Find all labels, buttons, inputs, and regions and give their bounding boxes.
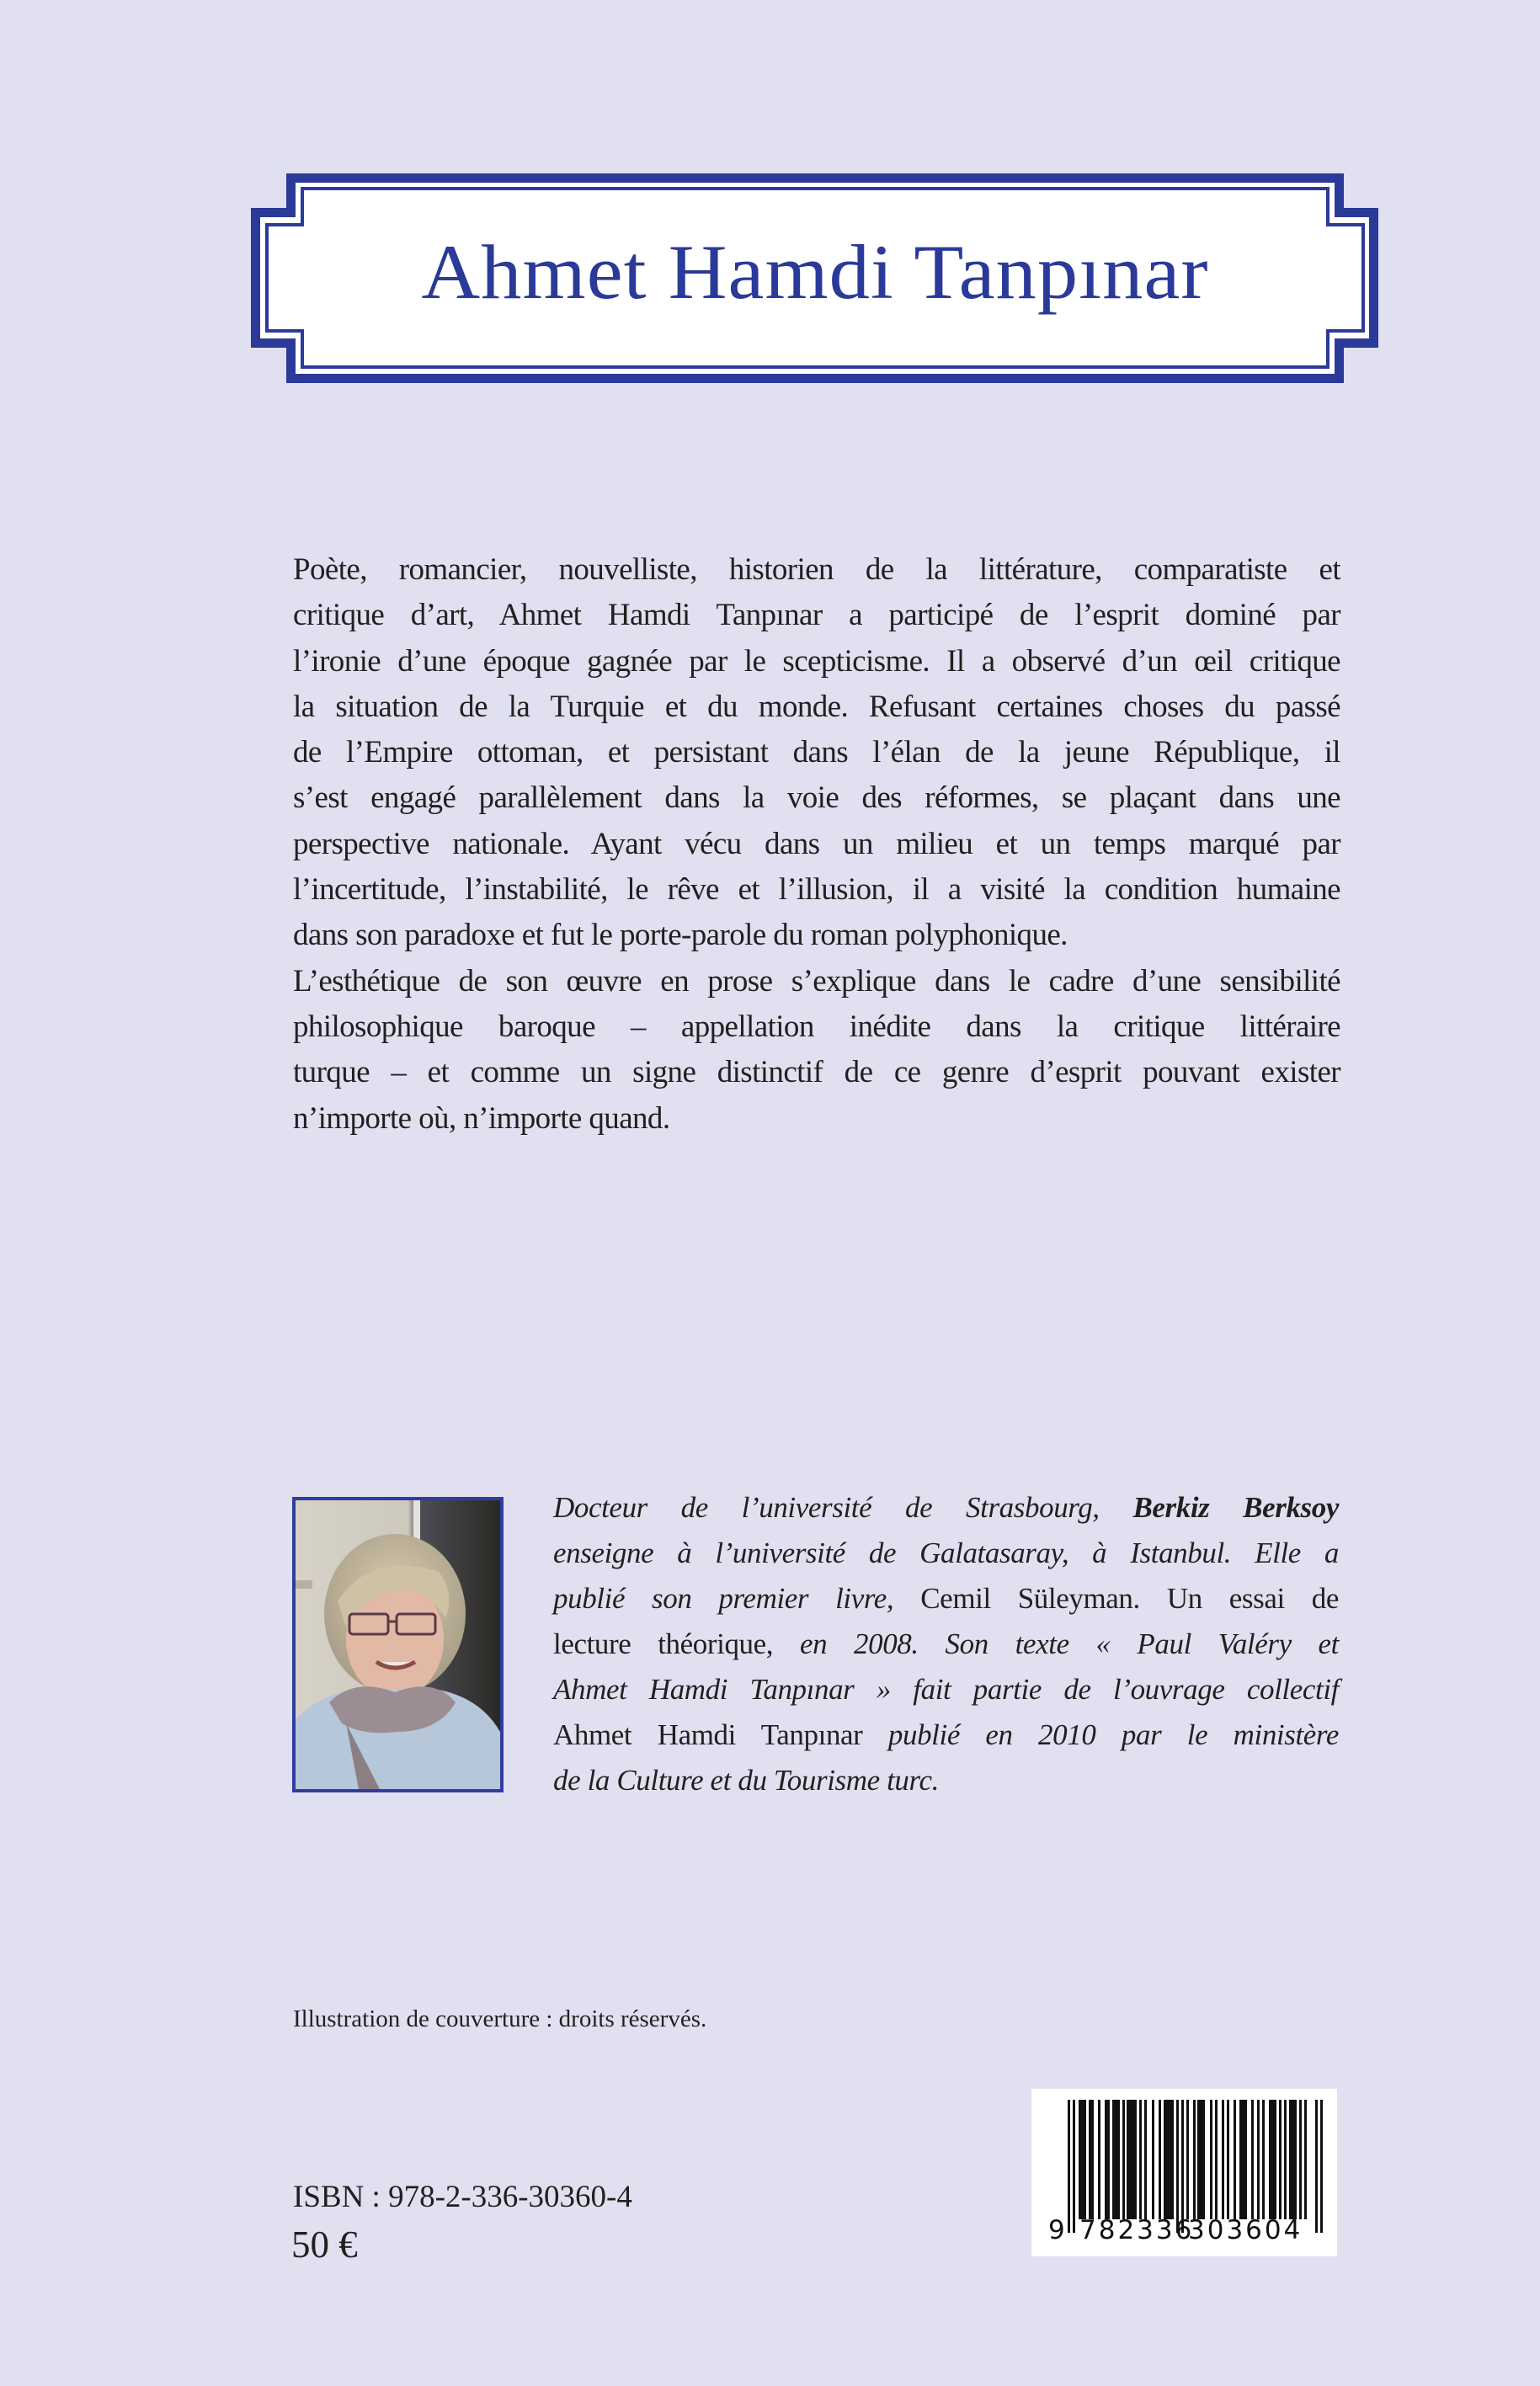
- barcode-digit-first: 9: [1048, 2215, 1065, 2245]
- summary-line: critique d’art, Ahmet Hamdi Tanpınar a participé de l’esprit dominé par: [293, 598, 1340, 633]
- isbn-number: ISBN : 978-2-336-30360-4: [293, 2180, 632, 2214]
- bio-line: publié son premier livre, Cemil Süleyman. Un essai de: [553, 1582, 1339, 1615]
- author-name: Berkiz Berksoy: [1132, 1491, 1340, 1524]
- bio-line: de la Culture et du Tourisme turc.: [553, 1764, 939, 1797]
- summary-line: philosophique baroque – appellation inédite dans la critique littéraire: [293, 1009, 1340, 1044]
- author-bio: [553, 1485, 1339, 1803]
- barcode-digits-left: 782336: [1079, 2215, 1195, 2245]
- summary-line: de l’Empire ottoman, et persistant dans l’élan de la jeune République, il: [293, 735, 1340, 770]
- barcode: [1031, 2089, 1337, 2256]
- bio-line: Ahmet Hamdi Tanpınar » fait partie de l’ouvrage collectif: [553, 1673, 1339, 1706]
- book-title: Ahmet Hamdi Tanpınar: [421, 229, 1209, 315]
- author-portrait-illustration: [296, 1500, 500, 1789]
- summary-line: l’incertitude, l’instabilité, le rêve et l’illusion, il a visité la condition humaine: [293, 872, 1340, 908]
- illustration-credit: Illustration de couverture : droits réservés.: [293, 2005, 707, 2032]
- summary-line: dans son paradoxe et fut le porte-parole du roman polyphonique.: [293, 918, 1068, 953]
- barcode-digits: [1031, 2089, 1337, 2256]
- summary-line: Poète, romancier, nouvelliste, historien de la littérature, comparatiste et: [293, 552, 1340, 587]
- bio-line: lecture théorique, en 2008. Son texte « Paul Valéry et: [553, 1627, 1340, 1660]
- summary-line: la situation de la Turquie et du monde. Refusant certaines choses du passé: [293, 689, 1340, 724]
- summary-line: l’ironie d’une époque gagnée par le scepticisme. Il a observé d’un œil critique: [293, 643, 1340, 679]
- summary-line: turque – et comme un signe distinctif de ce genre d’esprit pouvant exister: [293, 1055, 1340, 1090]
- title-frame: [0, 0, 1540, 421]
- summary-paragraph: [293, 547, 1340, 1142]
- summary-line: n’importe où, n’importe quand.: [293, 1100, 670, 1136]
- summary-line: perspective nationale. Ayant vécu dans un milieu et un temps marqué par: [293, 826, 1340, 861]
- barcode-digits-right: 303604: [1188, 2215, 1303, 2245]
- author-photo: [292, 1497, 504, 1792]
- summary-line: s’est engagé parallèlement dans la voie des réformes, se plaçant dans une: [293, 780, 1340, 816]
- bio-line: Docteur de l’université de Strasbourg, Berkiz Berksoy: [553, 1491, 1340, 1524]
- summary-line: L’esthétique de son œuvre en prose s’explique dans le cadre d’une sensibilité: [293, 963, 1340, 999]
- price: 50 €: [291, 2224, 358, 2266]
- bio-line: enseigne à l’université de Galatasaray, à Istanbul. Elle a: [553, 1537, 1339, 1569]
- bio-line: Ahmet Hamdi Tanpınar publié en 2010 par le ministère: [553, 1718, 1339, 1751]
